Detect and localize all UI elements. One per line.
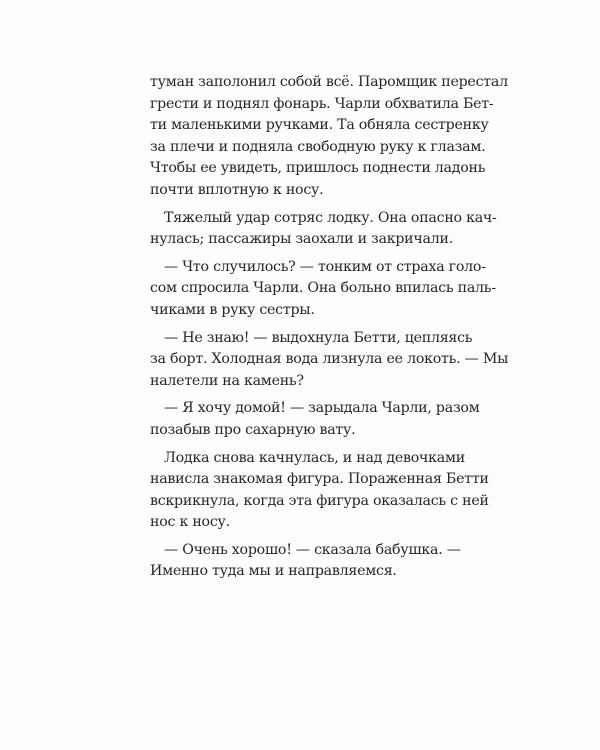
text-line: — Не знаю! — выдохнула Бетти, цепляясь	[164, 329, 473, 346]
paragraph-5	[150, 398, 480, 441]
text-line: — Что случилось? — тонким от страха голо-	[164, 258, 486, 275]
text-line: Чтобы ее увидеть, пришлось поднести ладонь	[150, 160, 486, 177]
text-line: налетели на камень?	[150, 372, 304, 389]
text-line: нос к носу.	[150, 514, 230, 531]
text-line: грести и поднял фонарь. Чарли обхватила Бет-	[150, 95, 494, 112]
paragraph-1	[150, 72, 508, 202]
paragraph-4	[150, 328, 509, 393]
text-line: Лодка снова качнулась, и над девочками	[164, 449, 466, 466]
text-line: чиками в руку сестры.	[150, 301, 315, 318]
paragraph-2	[150, 208, 497, 251]
text-line: Именно туда мы и направляемся.	[150, 563, 397, 580]
text-line: почти вплотную к носу.	[150, 181, 324, 198]
text-line: — Я хочу домой! — зарыдала Чарли, разом	[164, 400, 480, 417]
text-line: ти маленькими ручками. Та обняла сестренку	[150, 117, 489, 134]
paragraph-3	[150, 257, 496, 322]
page-text	[150, 72, 509, 589]
text-line: за плечи и подняла свободную руку к глазам.	[150, 138, 486, 155]
text-line: нависла знакомая фигура. Пораженная Бетти	[150, 471, 489, 488]
text-line: сом спросила Чарли. Она больно впилась паль-	[150, 280, 496, 297]
text-line: — Очень хорошо! — сказала бабушка. —	[164, 541, 461, 558]
paragraph-7	[150, 540, 461, 583]
paragraph-6	[150, 448, 489, 534]
text-line: нулась; пассажиры заохали и закричали.	[150, 231, 453, 248]
text-line: туман заполонил собой всё. Паромщик перестал	[150, 74, 508, 90]
text-line: вскрикнула, когда эта фигура оказалась с ней	[150, 492, 489, 509]
text-line: позабыв про сахарную вату.	[150, 421, 356, 438]
text-line: за борт. Холодная вода лизнула ее локоть. — Мы	[150, 351, 509, 368]
text-line: Тяжелый удар сотряс лодку. Она опасно кач-	[164, 209, 497, 226]
